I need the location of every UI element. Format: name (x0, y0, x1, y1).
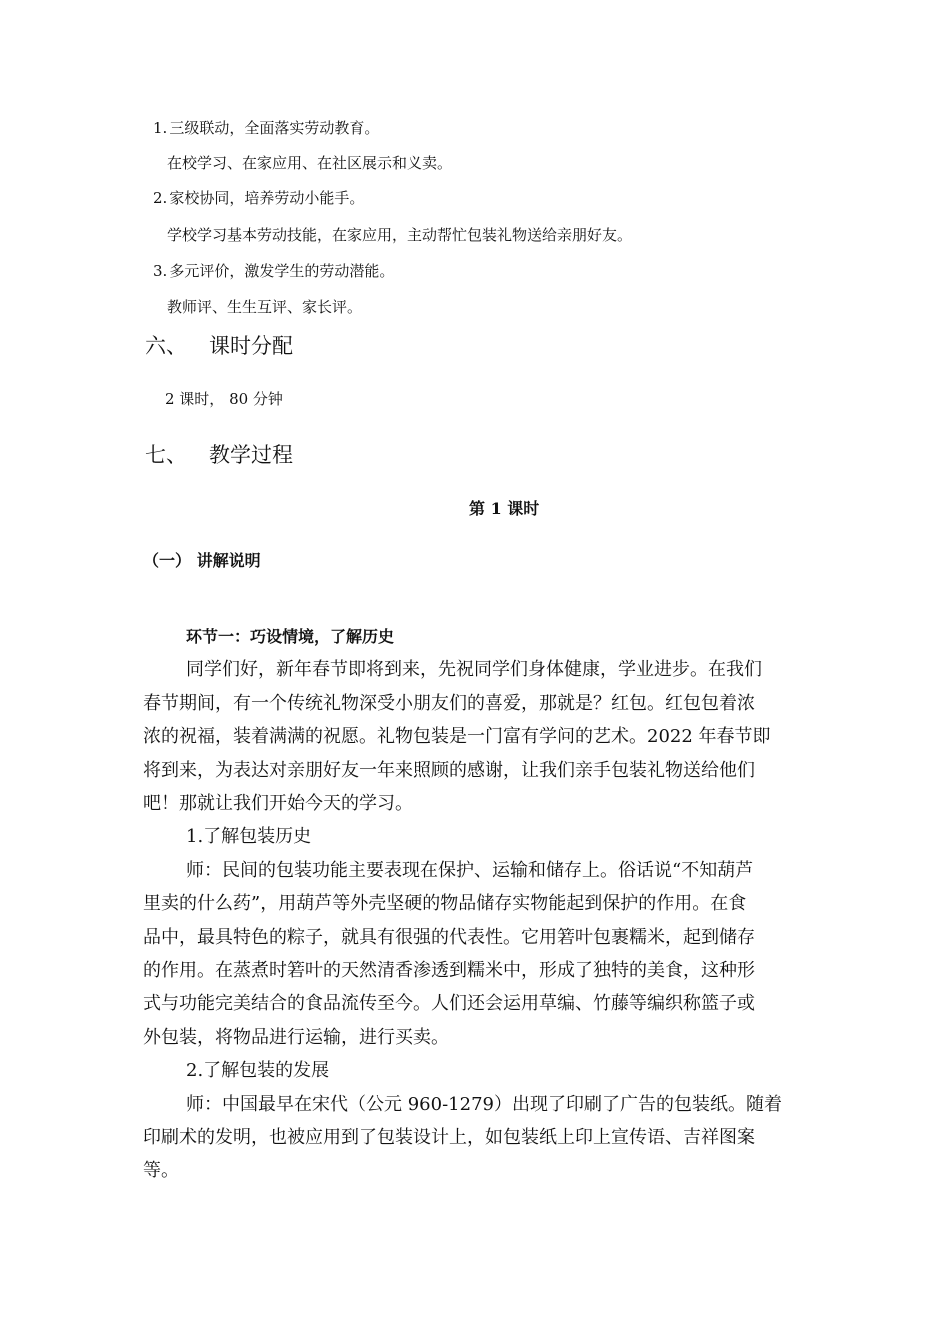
sub-1-line: 的作用。在蒸煮时箬叶的天然清香渗透到糯米中，形成了独特的美食，这种形 (143, 960, 755, 981)
link-1-title: 环节一：巧设情境，了解历史 (186, 627, 395, 646)
para-line: 春节期间，有一个传统礼物深受小朋友们的喜爱，那就是？红包。红包包着浓 (143, 693, 755, 714)
sub-2-line: 等。 (143, 1160, 179, 1181)
sub-1-line: 品中，最具特色的粽子，就具有很强的代表性。它用箬叶包裹糯米，起到储存 (143, 927, 755, 948)
part-1-title: （一） 讲解说明 (143, 551, 261, 570)
item-3-body: 教师评、生生互评、家长评。 (167, 298, 363, 316)
section-6-heading: 六、 课时分配 (145, 334, 293, 358)
sub-1-title: 1.了解包装历史 (186, 826, 312, 847)
lesson-title: 第 1 课时 (469, 499, 540, 518)
sub-1-line: 式与功能完美结合的食品流传至今。人们还会运用草编、竹藤等编织称篮子或 (143, 993, 755, 1014)
item-2-body: 学校学习基本劳动技能，在家应用，主动帮忙包装礼物送给亲朋好友。 (167, 226, 633, 244)
para-line: 同学们好，新年春节即将到来，先祝同学们身体健康，学业进步。在我们 (186, 659, 762, 680)
section-6-content: 2 课时， 80 分钟 (165, 390, 283, 408)
sub-1-line: 外包装，将物品进行运输，进行买卖。 (143, 1027, 449, 1048)
sub-2-line: 师：中国最早在宋代（公元 960-1279）出现了印刷了广告的包装纸。随着 (186, 1094, 782, 1115)
item-3-title: 3. 多元评价，激发学生的劳动潜能。 (153, 262, 395, 280)
para-line: 吧！那就让我们开始今天的学习。 (143, 793, 413, 814)
sub-1-line: 里卖的什么药”，用葫芦等外壳坚硬的物品储存实物能起到保护的作用。在食 (143, 893, 747, 914)
item-2-title: 2. 家校协同，培养劳动小能手。 (153, 189, 365, 207)
section-7-heading: 七、 教学过程 (145, 443, 293, 467)
item-1-title: 1. 三级联动，全面落实劳动教育。 (153, 119, 380, 137)
sub-2-title: 2.了解包装的发展 (186, 1060, 330, 1081)
para-line: 将到来，为表达对亲朋好友一年来照顾的感谢，让我们亲手包装礼物送给他们 (143, 760, 755, 781)
sub-2-line: 印刷术的发明，也被应用到了包装设计上，如包装纸上印上宣传语、吉祥图案 (143, 1127, 755, 1148)
sub-1-line: 师：民间的包装功能主要表现在保护、运输和储存上。俗话说“不知葫芦 (186, 860, 754, 881)
item-1-body: 在校学习、在家应用、在社区展示和义卖。 (167, 154, 453, 172)
para-line: 浓的祝福，装着满满的祝愿。礼物包装是一门富有学问的艺术。2022 年春节即 (143, 726, 771, 747)
